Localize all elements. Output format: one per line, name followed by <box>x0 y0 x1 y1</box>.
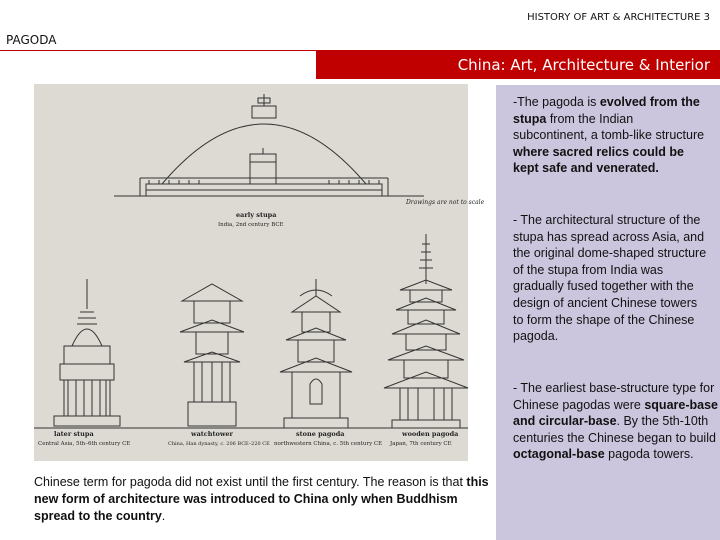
label-later-stupa: later stupa <box>54 430 94 438</box>
label-watchtower-detail: China, Han dynasty, c. 206 BCE–220 CE <box>168 441 270 447</box>
stupa-evolution-figure <box>34 84 485 461</box>
watchtower-drawing <box>180 284 244 426</box>
label-watchtower: watchtower <box>191 430 233 438</box>
label-wooden-pagoda-detail: Japan, 7th century CE <box>390 441 452 447</box>
label-stone-pagoda-detail: northwestern China, c. 5th century CE <box>274 441 383 447</box>
title-rule <box>0 50 316 51</box>
figure-caption: Chinese term for pagoda did not exist until the first century. The reason is that this new form of architecture was introduced to China only when Buddhism spread to the country. <box>34 475 489 523</box>
label-wooden-pagoda: wooden pagoda <box>402 430 459 438</box>
stupa-drawings <box>34 84 485 461</box>
early-stupa-drawing <box>140 94 388 196</box>
label-later-stupa-detail: Central Asia, 5th–6th century CE <box>38 441 131 447</box>
paragraph-stupa-spread: - The architectural structure of the stupa has spread across Asia, and the original dome-shaped structure of the stupa from India was gradually fused together with the design of ancient Chinese towers to form the shape of the Chinese pagoda. <box>513 213 707 344</box>
stone-pagoda-drawing <box>280 279 352 428</box>
paragraph-base-types: - The earliest base-structure type for Chinese pagodas were square-base and circular-base. By the 5th-10th centuries the Chinese began to build octagonal-base pagoda towers. <box>513 381 718 462</box>
slide-title-bar <box>316 50 720 79</box>
course-title: HISTORY OF ART & ARCHITECTURE 3 <box>527 12 710 23</box>
scale-note: Drawings are not to scale <box>406 199 485 206</box>
wooden-pagoda-drawing <box>384 234 468 428</box>
paragraph-stupa-origin: -The pagoda is evolved from the stupa from the Indian subcontinent, a tomb-like structure where sacred relics could be kept safe and venerated. <box>513 95 705 176</box>
label-early-stupa-detail: India, 2nd century BCE <box>218 222 284 228</box>
label-stone-pagoda: stone pagoda <box>296 430 345 438</box>
section-title: PAGODA <box>6 33 57 47</box>
later-stupa-drawing <box>54 279 120 426</box>
label-early-stupa: early stupa <box>236 211 277 219</box>
slide-title: China: Art, Architecture & Interior <box>457 55 710 74</box>
